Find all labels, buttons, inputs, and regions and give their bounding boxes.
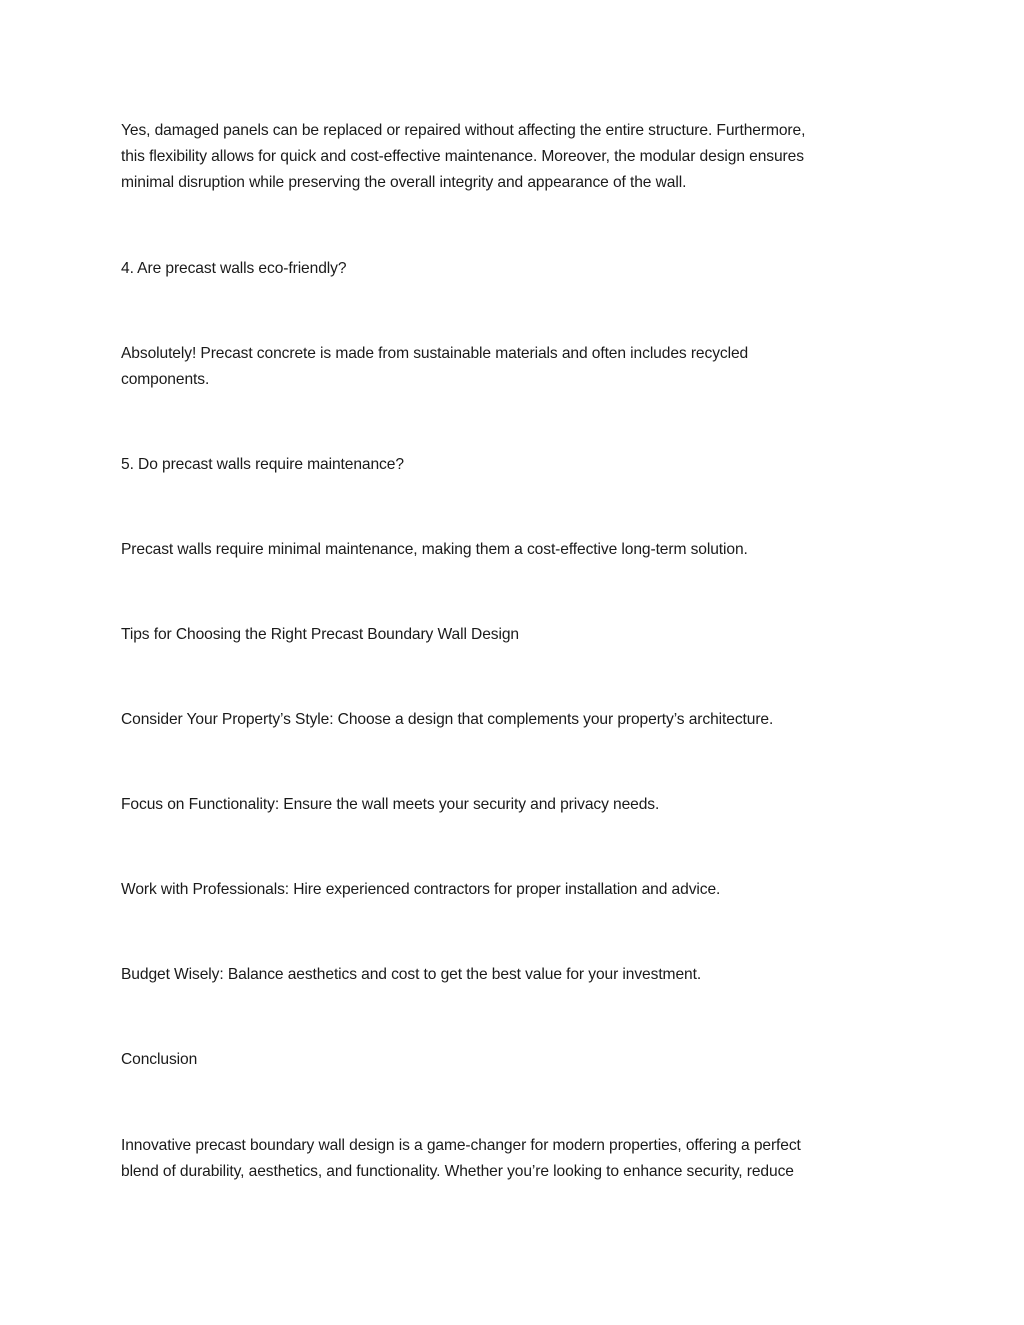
text-line: Precast walls require minimal maintenance, making them a cost-effective long-term solution.	[121, 541, 748, 558]
text-line: minimal disruption while preserving the overall integrity and appearance of the wall.	[121, 174, 687, 191]
text-line: Absolutely! Precast concrete is made from sustainable materials and often includes recycled	[121, 345, 749, 362]
text-line: this flexibility allows for quick and cost-effective maintenance. Moreover, the modular design ensures	[121, 148, 804, 165]
text-line: Tips for Choosing the Right Precast Boundary Wall Design	[121, 626, 520, 643]
question-5-heading	[121, 452, 891, 478]
text-line: 5. Do precast walls require maintenance?	[121, 456, 404, 473]
text-line: components.	[121, 371, 210, 388]
text-line: Consider Your Property’s Style: Choose a design that complements your property’s architecture.	[121, 711, 774, 728]
text-line: Work with Professionals: Hire experienced contractors for proper installation and advice.	[121, 881, 721, 898]
text-line: Innovative precast boundary wall design is a game-changer for modern properties, offering a perfect	[121, 1137, 801, 1154]
text-line: blend of durability, aesthetics, and functionality. Whether you’re looking to enhance security, reduce	[121, 1163, 794, 1180]
tip-style-paragraph	[121, 707, 891, 733]
tip-functionality-paragraph	[121, 792, 891, 818]
text-line: Conclusion	[121, 1051, 198, 1068]
text-line: 4. Are precast walls eco-friendly?	[121, 260, 347, 277]
answer-4-paragraph	[121, 341, 891, 393]
text-line: Yes, damaged panels can be replaced or repaired without affecting the entire structure. Furthermore,	[121, 122, 806, 139]
answer-5-paragraph	[121, 537, 891, 563]
text-line: Budget Wisely: Balance aesthetics and cost to get the best value for your investment.	[121, 966, 702, 983]
conclusion-heading	[121, 1047, 891, 1073]
tip-budget-paragraph	[121, 962, 891, 988]
answer-3-paragraph	[121, 118, 891, 196]
tip-professionals-paragraph	[121, 877, 891, 903]
tips-heading	[121, 622, 891, 648]
text-line: Focus on Functionality: Ensure the wall meets your security and privacy needs.	[121, 796, 660, 813]
question-4-heading	[121, 256, 891, 282]
conclusion-paragraph	[121, 1133, 891, 1185]
